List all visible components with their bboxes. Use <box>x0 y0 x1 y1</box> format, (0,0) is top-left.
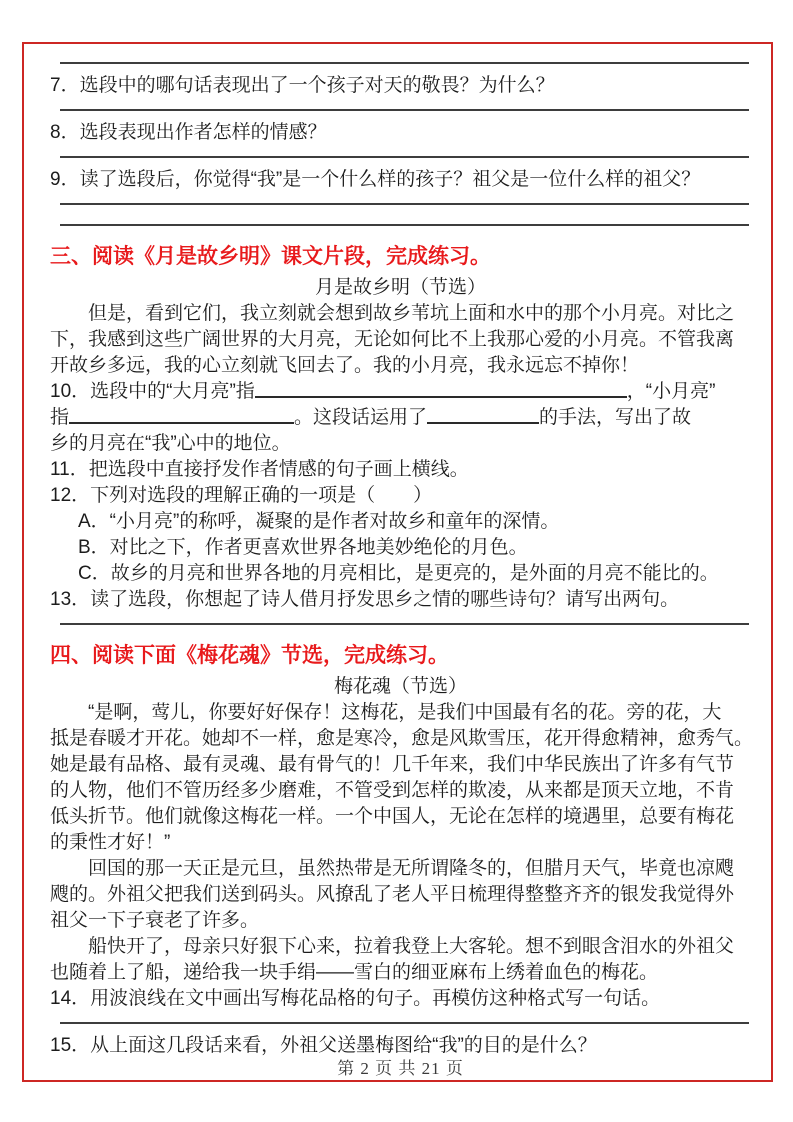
question-13: 13．读了选段，你想起了诗人借月抒发思乡之情的哪些诗句？请写出两句。 <box>50 589 680 610</box>
section-3-title: 三、阅读《月是故乡明》课文片段，完成练习。 <box>50 245 491 268</box>
question-7: 7．选段中的哪句话表现出了一个孩子对天的敬畏？为什么？ <box>50 75 555 96</box>
question-12-option-a: A．“小月亮”的称呼，凝聚的是作者对故乡和童年的深情。 <box>78 511 560 532</box>
passage-line: 但是，看到它们，我立刻就会想到故乡苇坑上面和水中的那个小月亮。对比之 <box>50 303 735 324</box>
question-9: 9．读了选段后，你觉得“我”是一个什么样的孩子？祖父是一位什么样的祖父？ <box>50 169 701 190</box>
page-footer: 第 2 页 共 21 页 <box>337 1059 464 1078</box>
answer-line <box>50 214 751 235</box>
question-10-text: 。这段话运用了 <box>294 407 428 428</box>
answer-line <box>50 146 751 167</box>
answer-line <box>50 52 751 73</box>
answer-line <box>50 613 751 634</box>
question-10-text: 指 <box>50 407 70 428</box>
passage-line: “是啊，莺儿，你要好好保存！这梅花，是我们中国最有名的花。旁的花，大 <box>50 702 722 723</box>
question-10-text: 的手法，写出了故 <box>539 407 692 428</box>
question-12-option-b: B．对比之下，作者更喜欢世界各地美妙绝伦的月色。 <box>78 537 528 558</box>
question-12-option-c: C．故乡的月亮和世界各地的月亮相比，是更亮的，是外面的月亮不能比的。 <box>78 563 719 584</box>
question-10-line-1 <box>50 379 751 405</box>
passage-line: 的人物，他们不管历经多少磨难，不管受到怎样的欺凌，从来都是顶天立地，不肯 <box>50 780 735 801</box>
question-10-line-3: 乡的月亮在“我”心中的地位。 <box>50 433 291 454</box>
fill-in-blank <box>255 384 627 398</box>
section-3-passage-title: 月是故乡明（节选） <box>314 277 486 298</box>
fill-in-blank <box>427 410 539 424</box>
passage-line: 船快开了，母亲只好狠下心来，拉着我登上大客轮。想不到眼含泪水的外祖父 <box>50 936 735 957</box>
worksheet-page-frame <box>22 42 773 1082</box>
passage-line: 飕的。外祖父把我们送到码头。风撩乱了老人平日梳理得整整齐齐的银发我觉得外 <box>50 884 735 905</box>
passage-line: 她是最有品格、最有灵魂、最有骨气的！几千年来，我们中华民族出了许多有气节 <box>50 754 735 775</box>
question-11: 11．把选段中直接抒发作者情感的句子画上横线。 <box>50 459 469 480</box>
fill-in-blank <box>69 410 294 424</box>
passage-line: 抵是春暖才开花。她却不一样，愈是寒冷，愈是风欺雪压，花开得愈精神，愈秀气。 <box>50 728 754 749</box>
question-10-line-2 <box>50 405 751 431</box>
section-4-passage-title: 梅花魂（节选） <box>333 676 467 697</box>
passage-line: 祖父一下子衰老了许多。 <box>50 910 260 931</box>
passage-line: 开故乡多远，我的心立刻就飞回去了。我的小月亮，我永远忘不掉你！ <box>50 355 640 376</box>
section-4-title: 四、阅读下面《梅花魂》节选，完成练习。 <box>50 644 449 667</box>
answer-line <box>50 193 751 214</box>
passage-line: 的秉性才好！” <box>50 832 171 853</box>
answer-line <box>50 99 751 120</box>
answer-line <box>50 1012 751 1033</box>
question-12: 12．下列对选段的理解正确的一项是（ ） <box>50 485 433 506</box>
question-10-text: ，“小月亮” <box>626 381 716 402</box>
question-8: 8．选段表现出作者怎样的情感？ <box>50 122 327 143</box>
passage-line: 低头折节。他们就像这梅花一样。一个中国人，无论在怎样的境遇里，总要有梅花 <box>50 806 735 827</box>
question-10-text: 10．选段中的“大月亮”指 <box>50 381 255 402</box>
passage-line: 也随着上了船，递给我一块手绢——雪白的细亚麻布上绣着血色的梅花。 <box>50 962 659 983</box>
passage-line: 下，我感到这些广阔世界的大月亮，无论如何比不上我那心爱的小月亮。不管我离 <box>50 329 735 350</box>
question-14: 14．用波浪线在文中画出写梅花品格的句子。再模仿这种格式写一句话。 <box>50 988 661 1009</box>
passage-line: 回国的那一天正是元旦，虽然热带是无所谓隆冬的，但腊月天气，毕竟也凉飕 <box>50 858 735 879</box>
question-15: 15．从上面这几段话来看，外祖父送墨梅图给“我”的目的是什么？ <box>50 1035 597 1056</box>
